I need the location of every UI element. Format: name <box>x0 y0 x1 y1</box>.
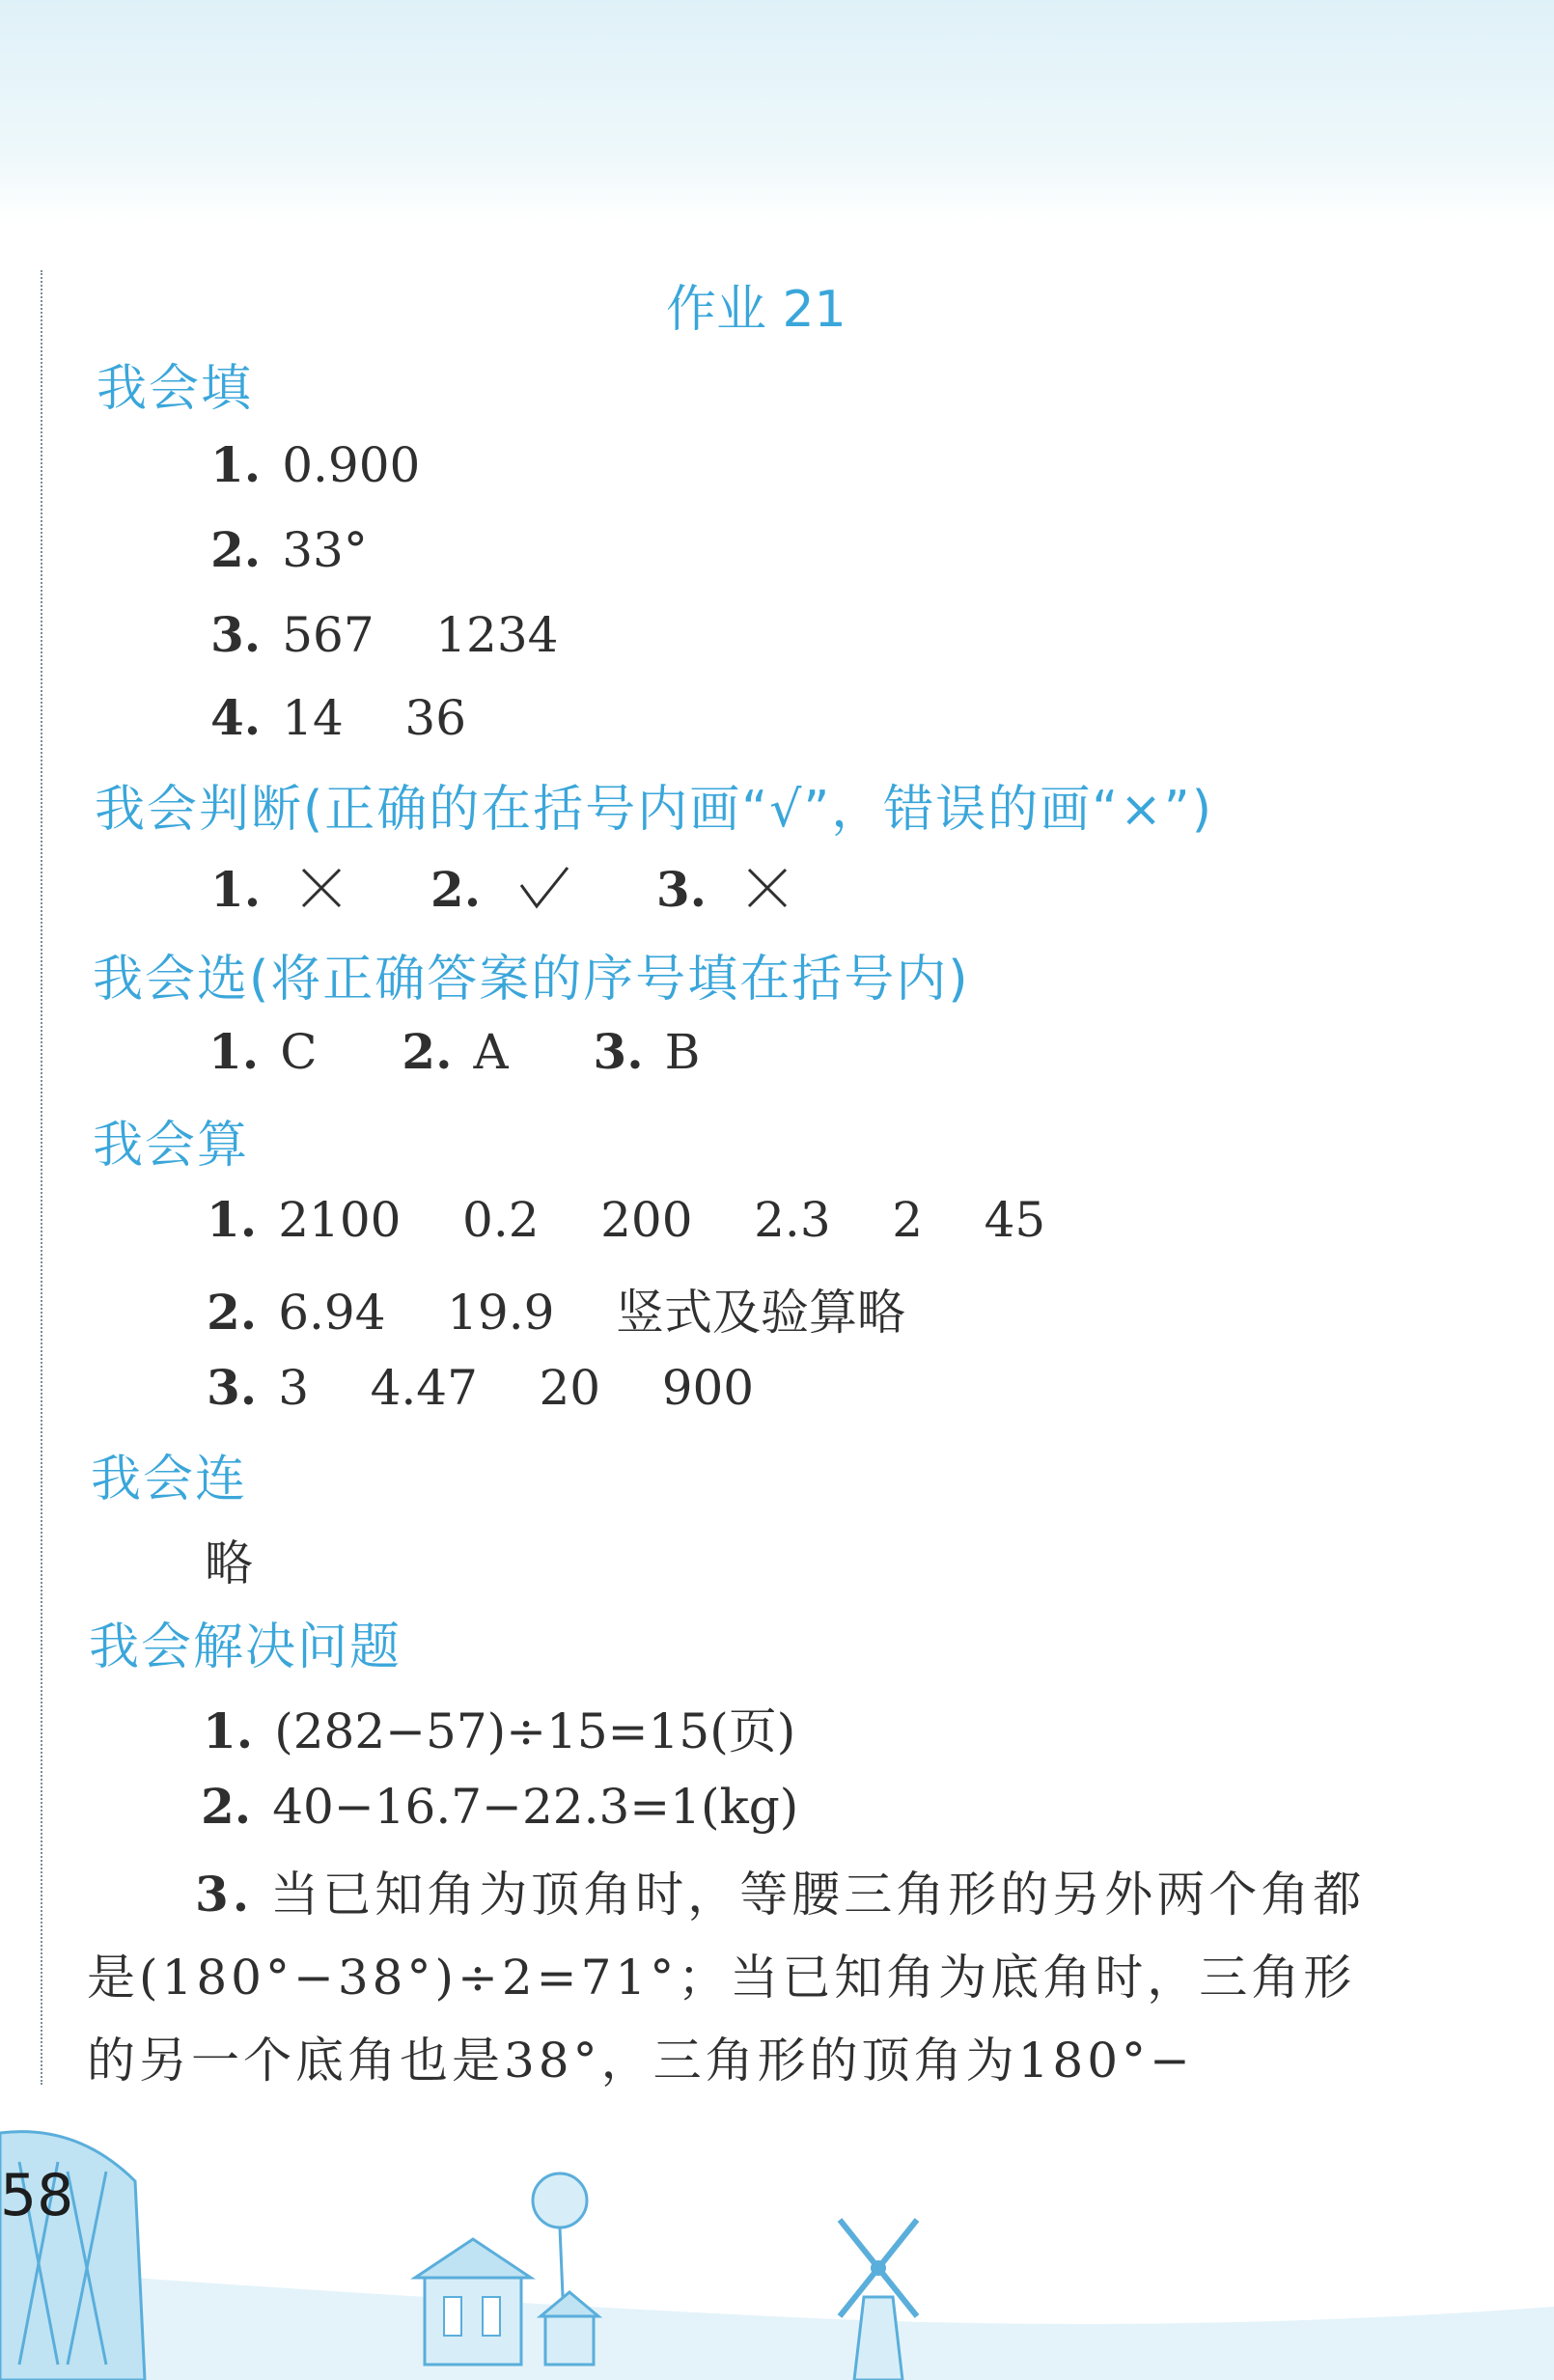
fill-item-3 <box>210 606 558 663</box>
answer-text: 2100 0.2 200 2.3 2 45 <box>278 1192 1046 1248</box>
item-number: 2. <box>210 521 262 578</box>
calc-item-2 <box>207 1274 905 1343</box>
solve-item-2 <box>201 1778 798 1835</box>
fill-item-2 <box>210 521 368 578</box>
cross-icon <box>297 864 346 924</box>
item-number: 1. <box>207 1191 258 1248</box>
section-choose-heading: 我会选(将正确答案的序号填在括号内) <box>93 951 970 1009</box>
item-number: 3. <box>207 1359 258 1416</box>
page-number: 58 <box>0 2162 74 2229</box>
section-connect-heading: 我会连 <box>91 1451 248 1508</box>
page-title: 作业 21 <box>666 281 846 339</box>
fill-item-4 <box>210 689 466 746</box>
section-judge-heading: 我会判断(正确的在括号内画“√”，错误的画“×”) <box>95 781 1214 839</box>
section-solve-heading: 我会解决问题 <box>89 1619 402 1676</box>
item-number: 3. <box>655 861 708 918</box>
answer-text: 6.94 19.9 竖式及验算略 <box>278 1285 906 1341</box>
item-number: 1. <box>210 861 262 918</box>
item-number: 3. <box>195 1866 254 1923</box>
section-fill-heading: 我会填 <box>97 360 254 418</box>
judge-answers <box>210 861 791 924</box>
check-icon <box>517 864 571 924</box>
house-icon <box>541 2292 598 2365</box>
item-number: 1. <box>203 1702 254 1759</box>
item-number: 4. <box>210 689 262 746</box>
cross-icon <box>743 864 791 924</box>
item-number: 3. <box>593 1023 644 1080</box>
solve-item-1 <box>203 1693 795 1762</box>
fill-item-1 <box>210 436 420 493</box>
answer-text: 40−16.7−22.3=1(kg) <box>272 1779 799 1835</box>
item-number: 2. <box>201 1778 252 1835</box>
item-number: 1. <box>208 1023 260 1080</box>
answer-text: A <box>473 1024 509 1080</box>
answer-text: B <box>664 1024 701 1080</box>
section-calc-heading: 我会算 <box>93 1117 250 1175</box>
answer-text: 3 4.47 20 900 <box>278 1360 755 1416</box>
item-number: 3. <box>210 606 262 663</box>
margin-guide-line <box>41 270 42 2085</box>
connect-answer: 略 <box>205 1536 253 1591</box>
answer-text: C <box>280 1024 318 1080</box>
calc-item-3 <box>207 1359 754 1416</box>
carousel-icon <box>415 2239 531 2365</box>
answer-text: 0.900 <box>282 437 421 493</box>
footer-illustration <box>0 2075 1554 2380</box>
answer-text: (282−57)÷15=15(页) <box>274 1703 796 1759</box>
choose-answers <box>208 1023 700 1080</box>
item-number: 2. <box>402 1023 453 1080</box>
item-number: 2. <box>430 861 482 918</box>
answer-text: 567 1234 <box>282 607 559 663</box>
item-number: 1. <box>210 436 262 493</box>
answer-text: 当已知角为顶角时，等腰三角形的另外两个角都是(180°−38°)÷2=71°；当已知角为底角时，三角形的另一个底角也是38°，三角形的顶角为180°− <box>87 1867 1366 2089</box>
solve-item-3-paragraph <box>87 1853 1400 2102</box>
header-band <box>0 0 1554 222</box>
calc-item-1 <box>207 1191 1045 1248</box>
item-number: 2. <box>207 1284 258 1341</box>
answer-text: 14 36 <box>282 690 467 746</box>
answer-text: 33° <box>282 522 368 578</box>
